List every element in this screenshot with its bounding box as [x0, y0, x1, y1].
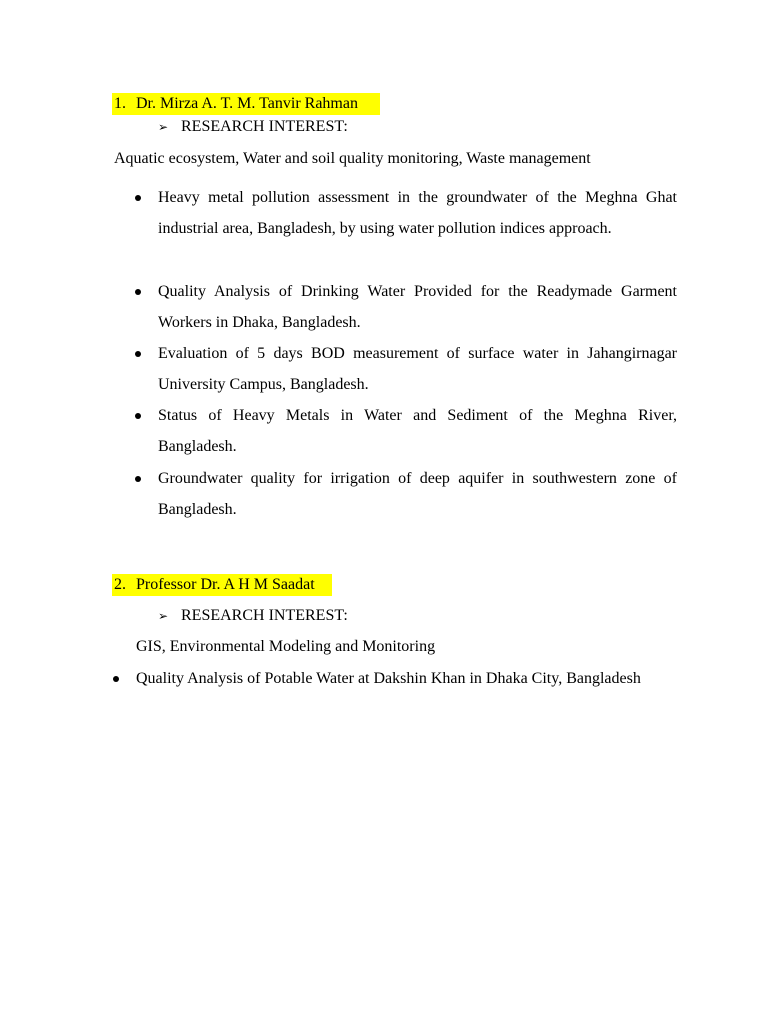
arrow-bullet-icon: ➢	[158, 609, 169, 623]
bullet-dot-icon	[113, 676, 119, 682]
entry-1-research-label: RESEARCH INTEREST:	[181, 118, 348, 135]
entry-1-interest: Aquatic ecosystem, Water and soil quality monitoring, Waste management	[114, 150, 591, 167]
list-item-text: Groundwater quality for irrigation of deep aquifer in southwestern zone of Bangladesh.	[158, 470, 677, 518]
list-item-text: Quality Analysis of Potable Water at Dakshin Khan in Dhaka City, Bangladesh	[136, 670, 641, 687]
bullet-dot-icon	[135, 413, 141, 419]
entry-2-name: Professor Dr. A H M Saadat	[136, 576, 315, 593]
list-item-text: Status of Heavy Metals in Water and Sediment of the Meghna River, Bangladesh.	[158, 407, 677, 455]
entry-1-number: 1.	[114, 95, 126, 112]
bullet-dot-icon	[135, 195, 141, 201]
entry-2-interest: GIS, Environmental Modeling and Monitoring	[136, 638, 436, 655]
list-item-text: Heavy metal pollution assessment in the groundwater of the Meghna Ghat industrial area, Bangladesh, by using water pollution indices approach.	[158, 189, 677, 237]
bullet-dot-icon	[135, 476, 141, 482]
bullet-dot-icon	[135, 351, 141, 357]
entry-1-name: Dr. Mirza A. T. M. Tanvir Rahman	[136, 95, 358, 112]
list-item-text: Quality Analysis of Drinking Water Provided for the Readymade Garment Workers in Dhaka, Bangladesh.	[158, 283, 677, 331]
entry-2-number: 2.	[114, 576, 126, 593]
bullet-dot-icon	[135, 289, 141, 295]
arrow-bullet-icon: ➢	[158, 120, 169, 134]
list-item-text: Evaluation of 5 days BOD measurement of surface water in Jahangirnagar University Campus, Bangladesh.	[158, 345, 677, 393]
entry-2-research-label: RESEARCH INTEREST:	[181, 607, 348, 624]
